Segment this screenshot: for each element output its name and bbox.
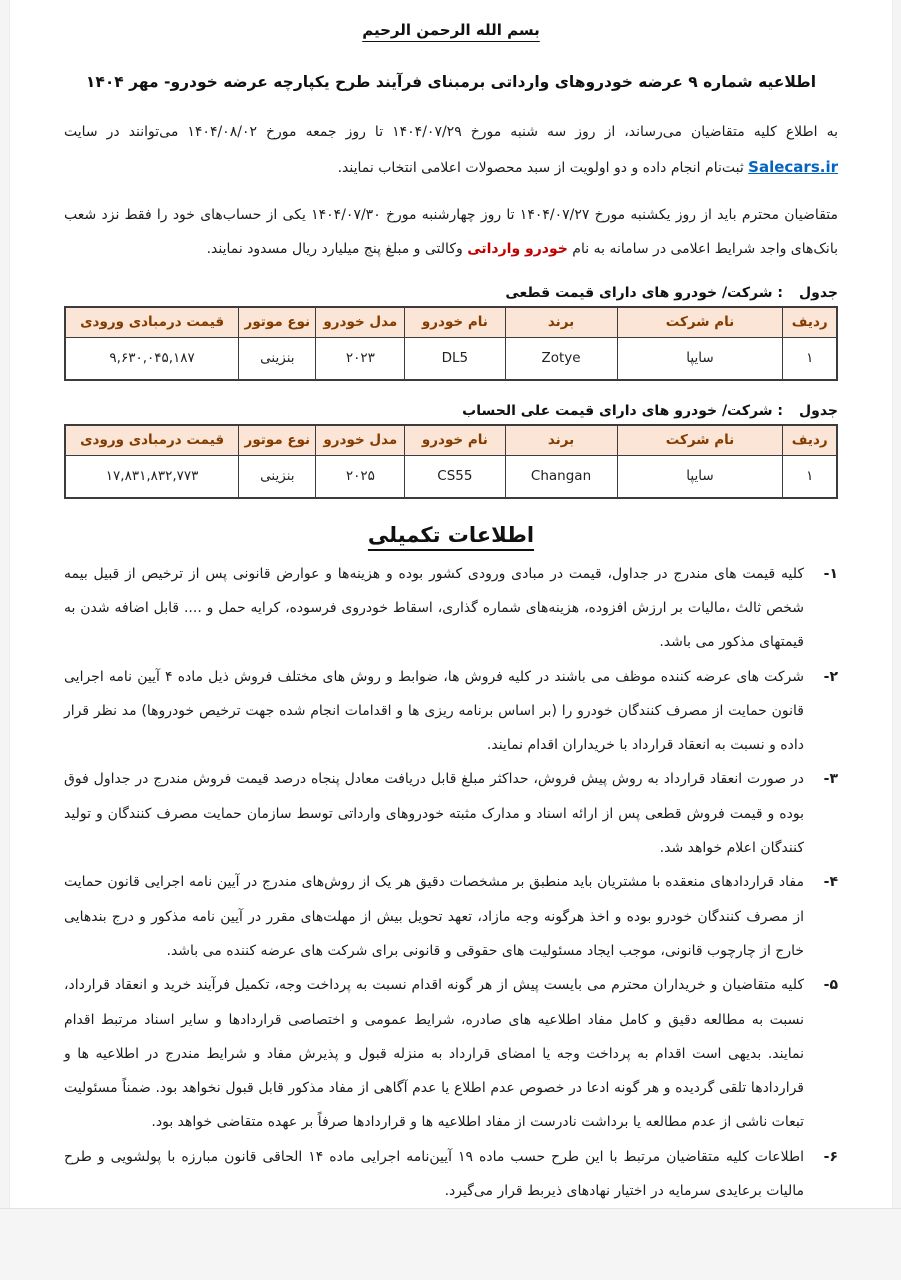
item-number: ۵-: [823, 977, 838, 994]
additional-info-heading-row: [64, 523, 838, 547]
cell-company: سایپا: [617, 338, 783, 380]
item-number: ۲-: [823, 668, 838, 685]
document-page: [9, 0, 893, 1208]
page-bottom-margin: [0, 1208, 901, 1280]
paragraph-registration-text: به اطلاع کلیه متقاضیان می‌رساند، از روز سه شنبه مورخ ۱۴۰۴/۰۷/۲۹ تا روز جمعه مورخ ۱۴۰۴/۰۸/۰۲ می‌توانند در سایت: [64, 124, 838, 140]
item-number: ۳-: [823, 771, 838, 788]
header-cell-engine: نوع موتور: [239, 307, 316, 338]
paragraph-deposit: [64, 198, 838, 267]
additional-info-heading: اطلاعات تکمیلی: [367, 522, 535, 547]
cell-engine: بنزینی: [239, 456, 316, 498]
list-item: [64, 968, 838, 1139]
item-text: اطلاعات کلیه متقاضیان مرتبط با این طرح حسب ماده ۱۹ آیین‌نامه اجرایی ماده ۱۴ الحاقی قانون مبارزه با پولشویی و طرح مالیات برعایدی سرمایه در اختیار نهادهای ذیربط قرار می‌گیرد.: [64, 1148, 804, 1199]
bismillah-text: بسم الله الرحمن الرحیم: [362, 21, 540, 39]
table2-caption-desc: : شرکت/ خودرو های دارای قیمت علی الحساب: [462, 402, 783, 419]
list-item: [64, 762, 838, 865]
cell-row-number: ۱: [783, 338, 837, 380]
table1-caption-desc: : شرکت/ خودرو های دارای قیمت قطعی: [505, 284, 783, 301]
on-account-price-table: [64, 424, 838, 499]
header-cell-brand: برند: [505, 307, 617, 338]
paragraph-deposit-text: متقاضیان محترم باید از روز یکشنبه مورخ ۱۴۰۴/۰۷/۲۷ تا روز چهارشنبه مورخ ۱۴۰۴/۰۷/۳۰ یکی از حساب‌های خود را فقط نزد شعب بانک‌های واجد شرایط اعلامی در سامانه به نام: [64, 207, 839, 258]
list-item: [64, 557, 838, 660]
table1-caption: [64, 285, 838, 301]
table1-caption-label: جدول: [798, 284, 838, 301]
item-number: ۴-: [823, 874, 838, 891]
list-item: [64, 1140, 838, 1209]
header-cell-price: قیمت درمبادی ورودی: [65, 307, 239, 338]
header-cell-brand: برند: [505, 425, 617, 456]
definite-price-table: [64, 306, 838, 381]
bismillah-row: [64, 20, 838, 39]
list-item: [64, 660, 838, 763]
cell-car-name: DL5: [405, 338, 505, 380]
table-row: [65, 338, 837, 380]
item-number: ۱-: [823, 565, 838, 582]
header-cell-car-name: نام خودرو: [405, 307, 505, 338]
cell-model: ۲۰۲۵: [316, 456, 405, 498]
item-text: مفاد قراردادهای منعقده با مشتریان باید منطبق بر مشخصات دقیق هر یک از روش‌های مندرج در آیین نامه اجرایی قانون حمایت از مصرف کنندگان خودرو بوده و اخذ هرگونه وجه مازاد، تعهد تحویل بیش از مهلت‌های مقرر در آیین نامه مذکور و درج بندهایی خارج از چارچوب قانونی، موجب ایجاد مسئولیت های حقوقی و قانونی برای شرکت های عرضه کننده می باشد.: [64, 874, 804, 959]
item-text: شرکت های عرضه کننده موظف می باشند در کلیه فروش ها، ضوابط و روش های مختلف فروش ذیل ماده ۴ آیین نامه اجرایی قانون حمایت از مصرف کنندگان خودرو را (بر اساس برنامه ریزی ها و اقدامات انجام شده جهت ترخیص خودروها) مد نظر قرار داده و نسبت به انعقاد قرارداد با خریداران اقدام نمایند.: [64, 668, 804, 754]
cell-price: ۹,۶۳۰,۰۴۵,۱۸۷: [65, 338, 239, 380]
cell-row-number: ۱: [783, 456, 837, 498]
paragraph-registration-tail: ثبت‌نام انجام داده و دو اولویت از سبد محصولات اعلامی انتخاب نمایند.: [337, 160, 749, 177]
header-cell-price: قیمت درمبادی ورودی: [65, 425, 239, 456]
table-header-row: [65, 307, 837, 338]
cell-brand: Zotye: [505, 338, 617, 380]
cell-price: ۱۷,۸۳۱,۸۳۲,۷۷۳: [65, 456, 239, 498]
cell-company: سایپا: [617, 456, 783, 498]
cell-car-name: CS55: [405, 456, 505, 498]
item-number: ۶-: [823, 1148, 838, 1165]
notice-title: اطلاعیه شماره ۹ عرضه خودروهای وارداتی برمبنای فرآیند طرح یکپارچه عرضه خودرو- مهر ۱۴۰۴: [85, 73, 817, 91]
paragraph-registration: [64, 115, 838, 186]
cell-model: ۲۰۲۳: [316, 338, 405, 380]
table2-caption-label: جدول: [798, 402, 838, 419]
table-header-row: [65, 425, 837, 456]
table2-caption: [64, 403, 838, 419]
table-row: [65, 456, 837, 498]
item-text: کلیه متقاضیان و خریداران محترم می بایست پیش از هر گونه اقدام نسبت به پرداخت وجه، تکمیل فرآیند خرید و انعقاد قرارداد، نسبت به مطالعه دقیق و کامل مفاد اطلاعیه های صادره، شرایط عمومی و اختصاصی قراردادها و سایر اسناد مرتبط اقدام نمایند. بدیهی است اقدام به پرداخت وجه یا امضای قرارداد به منزله قبول و پذیرش مفاد و شرایط مندرج در اطلاعیه ها و قراردادها تلقی گردیده و هر گونه ادعا در خصوص عدم اطلاع یا عدم آگاهی از مفاد مذکور قابل قبول نخواهد بود. ضمناً مسئولیت تبعات ناشی از عدم مطالعه یا برداشت نادرست از مفاد اطلاعیه ها و قراردادها صرفاً بر عهده متقاضی خواهد بود.: [64, 977, 804, 1131]
item-text: در صورت انعقاد قرارداد به روش پیش فروش، حداکثر مبلغ قابل دریافت معادل پنجاه درصد قیمت فروش مندرج در جداول فوق بوده و قیمت فروش قطعی پس از ارائه اسناد و مدارک مثبته خودروهای وارداتی توسط سازمان حمایت مصرف کنندگان و تولید کنندگان اعلام خواهد شد.: [64, 771, 804, 857]
cell-engine: بنزینی: [239, 338, 316, 380]
imported-car-highlight: خودرو وارداتی: [467, 241, 568, 258]
header-cell-company: نام شرکت: [617, 307, 783, 338]
item-text: کلیه قیمت های مندرج در جداول، قیمت در مبادی ورودی کشور بوده و هزینه‌ها و عوارض قانونی پس از ترخیص از قبیل بیمه شخص ثالث ،مالیات بر ارزش افزوده، هزینه‌های شماره گذاری، اسقاط خودروی فرسوده، کرایه حمل و .... قابل اضافه شدن به قیمتهای مذکور می باشد.: [64, 565, 804, 651]
paragraph-deposit-tail: وکالتی و مبلغ پنج میلیارد ریال مسدود نمایند.: [206, 241, 468, 258]
header-cell-row-number: ردیف: [783, 425, 837, 456]
list-item: [64, 865, 838, 968]
cell-brand: Changan: [505, 456, 617, 498]
header-cell-model: مدل خودرو: [316, 307, 405, 338]
additional-info-list: [64, 557, 838, 1209]
salecars-link[interactable]: Salecars.ir: [748, 158, 838, 177]
header-cell-model: مدل خودرو: [316, 425, 405, 456]
header-cell-row-number: ردیف: [783, 307, 837, 338]
header-cell-company: نام شرکت: [617, 425, 783, 456]
header-cell-car-name: نام خودرو: [405, 425, 505, 456]
header-cell-engine: نوع موتور: [239, 425, 316, 456]
